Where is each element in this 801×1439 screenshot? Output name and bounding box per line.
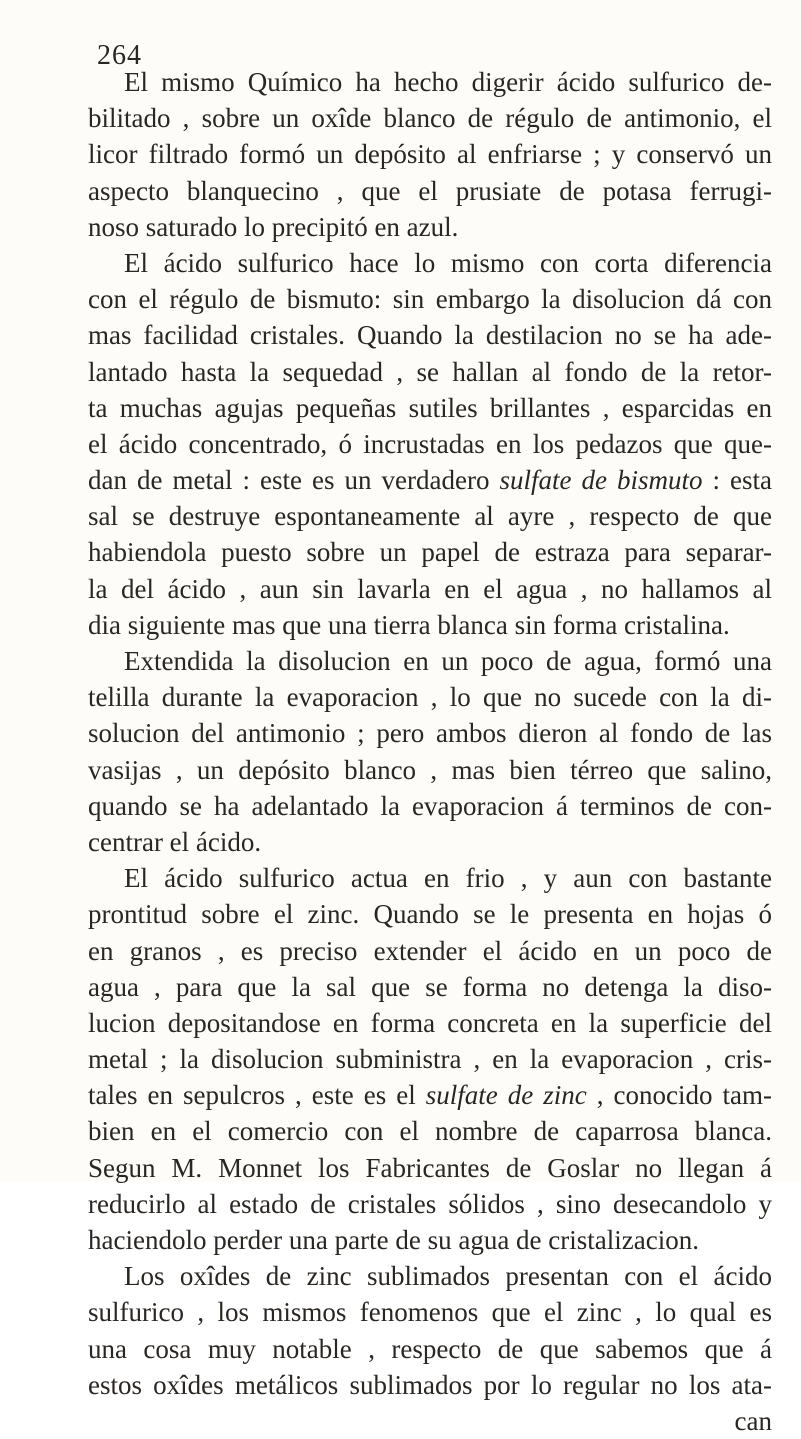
text-line: sulfurico , los mismos fenomenos que el zinc , lo qual es: [88, 1297, 772, 1328]
text-line: el ácido concentrado, ó incrustadas en los pedazos que que-: [88, 428, 772, 459]
text-line: bilitado , sobre un oxîde blanco de régulo de antimonio, el: [88, 103, 772, 134]
text-line: mas facilidad cristales. Quando la destilacion no se ha ade-: [88, 320, 772, 351]
text-line: la del ácido , aun sin lavarla en el agua , no hallamos al: [88, 573, 772, 604]
text-segment: tales en sepulcros , este es el: [88, 1080, 426, 1111]
catchword: can: [734, 1405, 772, 1436]
text-line: lantado hasta la sequedad , se hallan al fondo de la retor-: [88, 356, 772, 387]
text-line: El mismo Químico ha hecho digerir ácido sulfurico de-: [124, 67, 772, 97]
text-line: prontitud sobre el zinc. Quando se le presenta en hojas ó: [88, 899, 772, 930]
text-line: solucion del antimonio ; pero ambos dieron al fondo de las: [88, 718, 772, 749]
text-line: El ácido sulfurico actua en frio , y aun con bastante: [124, 863, 772, 894]
body-text: [88, 64, 772, 1439]
text-line: Extendida la disolucion en un poco de agua, formó una: [124, 646, 772, 676]
text-line: agua , para que la sal que se forma no detenga la diso-: [88, 971, 772, 1002]
text-line: centrar el ácido.: [88, 826, 262, 857]
text-line: bien en el comercio con el nombre de caparrosa blanca.: [88, 1116, 772, 1147]
italic-term: sulfate de zinc: [425, 1080, 587, 1111]
text-line: vasijas , un depósito blanco , mas bien térreo que salino,: [88, 754, 772, 785]
italic-term: sulfate de bismuto: [499, 465, 703, 496]
text-line: aspecto blanquecino , que el prusiate de potasa ferrugi-: [88, 175, 772, 206]
text-line: metal ; la disolucion subministra , en la evaporacion , cris-: [88, 1044, 772, 1075]
text-line: [88, 1077, 772, 1113]
text-line: El ácido sulfurico hace lo mismo con corta diferencia: [124, 247, 772, 278]
text-line: habiendola puesto sobre un papel de estraza para separar-: [88, 537, 772, 568]
text-segment: : esta: [702, 465, 773, 496]
text-segment: , conocido tam-: [586, 1080, 773, 1111]
text-line: ta muchas agujas pequeñas sutiles brillantes , esparcidas en: [88, 392, 772, 423]
text-line: noso saturado lo precipitó en azul.: [88, 211, 459, 242]
text-segment: dan de metal : este es un verdadero: [88, 465, 500, 496]
text-line: lucion depositandose en forma concreta en la superficie del: [88, 1007, 772, 1038]
text-line: con el régulo de bismuto: sin embargo la disolucion dá con: [88, 284, 772, 315]
text-line: estos oxîdes metálicos sublimados por lo regular no los ata-: [88, 1369, 772, 1400]
text-line: reducirlo al estado de cristales sólidos , sino desecandolo y: [88, 1188, 772, 1219]
text-line: dia siguiente mas que una tierra blanca sin forma cristalina.: [88, 609, 730, 640]
text-line: Segun M. Monnet los Fabricantes de Goslar no llegan á: [88, 1152, 772, 1183]
text-line: sal se destruye espontaneamente al ayre , respecto de que: [88, 501, 772, 532]
text-line: [88, 462, 772, 498]
text-line: Los oxîdes de zinc sublimados presentan con el ácido: [124, 1261, 772, 1292]
text-line: telilla durante la evaporacion , lo que no sucede con la di-: [88, 682, 772, 713]
text-line: haciendolo perder una parte de su agua de cristalizacion.: [88, 1225, 699, 1255]
page-number: 264: [97, 40, 142, 71]
text-line: quando se ha adelantado la evaporacion á terminos de con-: [88, 790, 772, 821]
text-line: en granos , es preciso extender el ácido en un poco de: [88, 935, 772, 966]
text-line: una cosa muy notable , respecto de que sabemos que á: [88, 1333, 772, 1364]
text-line: licor filtrado formó un depósito al enfriarse ; y conservó un: [88, 139, 772, 170]
